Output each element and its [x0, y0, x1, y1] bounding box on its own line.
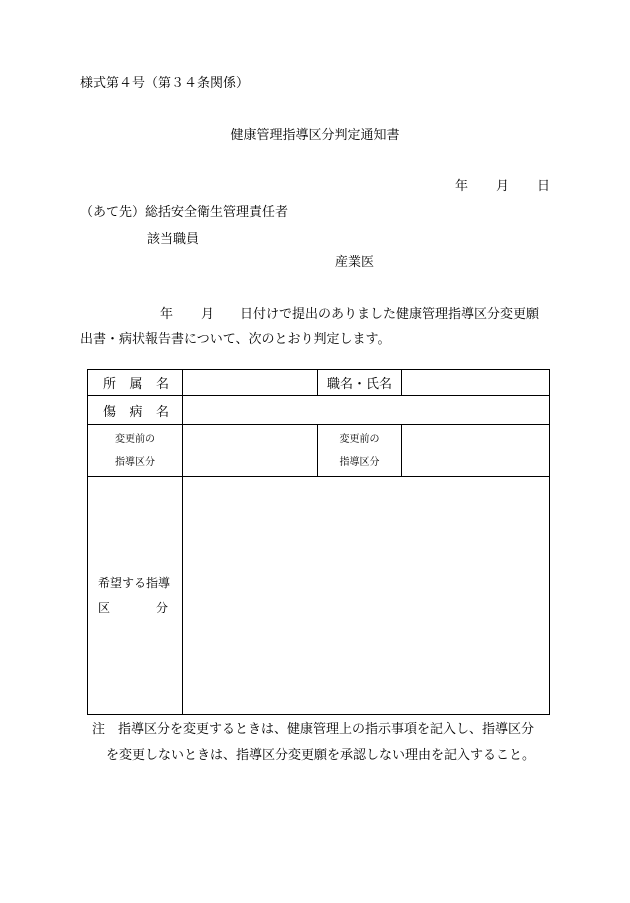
form-number: 様式第４号（第３４条関係）: [80, 76, 250, 91]
after-change-field[interactable]: [402, 425, 550, 477]
before-change-field[interactable]: [183, 425, 318, 477]
body-line1-text: 日付けで提出のありました健康管理指導区分変更願: [240, 307, 540, 322]
hope-label: 希望する指導 区 分: [88, 477, 183, 715]
date-day: 日: [536, 179, 550, 194]
note-line2: を変更しないときは、指導区分変更願を承認しない理由を記入すること。: [106, 748, 536, 763]
judgement-table: [87, 369, 550, 715]
hope-field[interactable]: [183, 477, 550, 715]
body-line2: 出書・病状報告書について、次のとおり判定します。: [80, 332, 391, 347]
table-row: [88, 477, 550, 715]
issuer-doctor: 産業医: [335, 255, 375, 270]
note-line1: 注 指導区分を変更するときは、健康管理上の指示事項を記入し、指導区分: [92, 722, 535, 737]
date-year: 年: [455, 179, 469, 194]
disease-field[interactable]: [183, 396, 550, 425]
position-name-field[interactable]: [402, 370, 550, 396]
before-change-label: 変更前の 指導区分: [88, 425, 183, 477]
after-change-label: 変更前の 指導区分: [318, 425, 402, 477]
date-month: 月: [495, 179, 509, 194]
addressee-line1: （あて先）総括安全衛生管理責任者: [80, 205, 289, 220]
affiliation-field[interactable]: [183, 370, 318, 396]
body-month: 月: [201, 307, 215, 322]
table-row: [88, 425, 550, 477]
affiliation-label: 所 属 名: [88, 370, 183, 396]
disease-label: 傷 病 名: [88, 396, 183, 425]
date-line: [455, 175, 550, 194]
body-year: 年: [160, 307, 174, 322]
addressee-line2: 該当職員: [147, 232, 200, 247]
table-row: [88, 396, 550, 425]
position-name-label: 職名・氏名: [318, 370, 402, 396]
table-row: [88, 370, 550, 396]
document-title: 健康管理指導区分判定通知書: [230, 128, 400, 143]
